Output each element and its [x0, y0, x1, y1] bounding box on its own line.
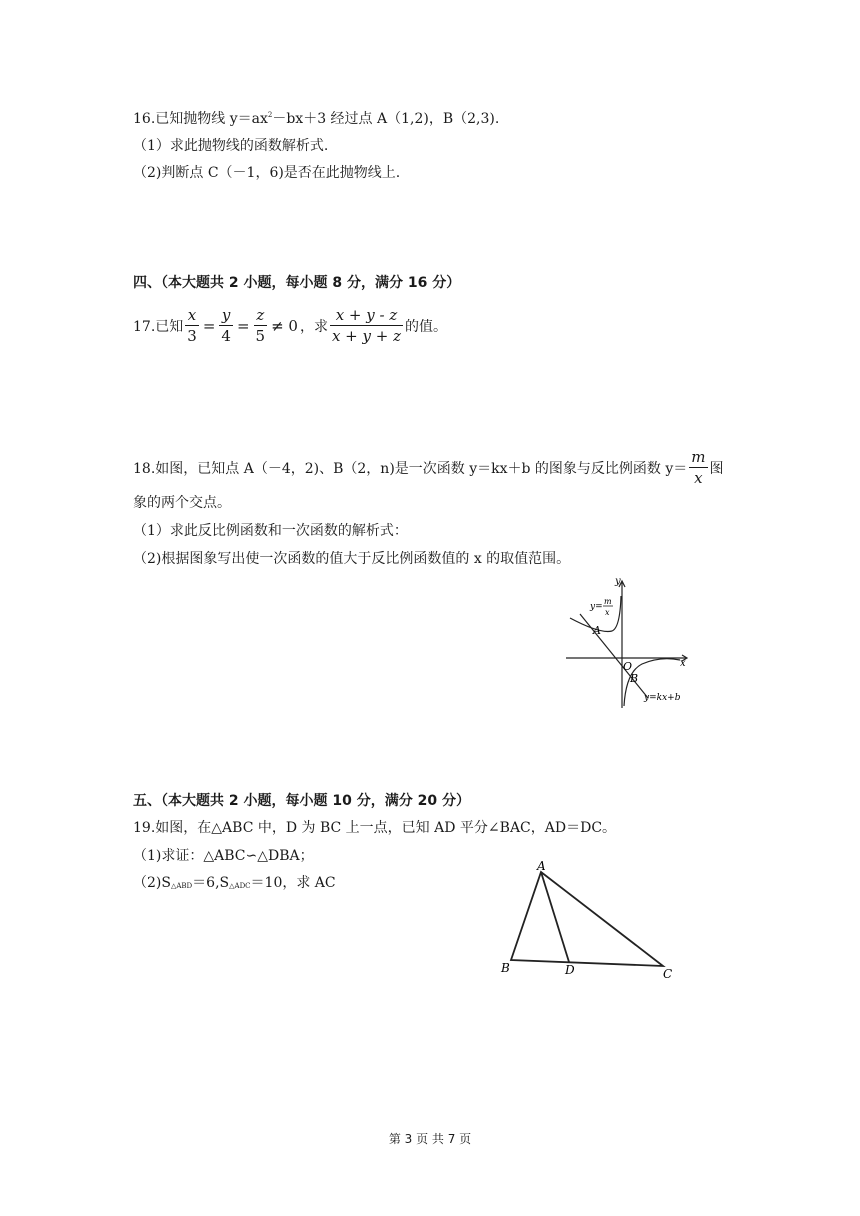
q16-part2: （2)判断点 C（－1，6)是否在此抛物线上.	[133, 165, 401, 181]
x-axis-label: x	[680, 658, 686, 669]
section-4-heading: 四、（本大题共 2 小题，每小题 8 分，满分 16 分）	[133, 275, 461, 291]
segment-ad	[541, 872, 569, 962]
q16-stem: 16.已知抛物线 $y=ax^2-bx+3$ 经过点 A（1,2)，B（2,3).	[133, 111, 500, 127]
q19-part2: （2)S△ABD＝6,S△ADC＝10，求 AC	[133, 875, 336, 891]
q18-function-graph	[560, 576, 700, 712]
y-axis-label: y	[615, 576, 621, 587]
triangle-abc	[511, 872, 663, 966]
hyperbola-label-num: m	[604, 597, 612, 606]
point-b-label: B	[630, 672, 639, 685]
vertex-a-label: A	[537, 859, 546, 873]
q19-triangle-figure	[495, 858, 685, 982]
hyperbola-label-den: x	[605, 608, 610, 617]
q16-part1: （1）求此抛物线的函数解析式.	[133, 138, 329, 154]
q19-stem: 19.如图，在△ABC 中，D 为 BC 上一点，已知 AD 平分∠BAC，AD＝DC。	[133, 820, 617, 836]
origin-label: O	[623, 660, 633, 673]
point-a-label: A	[593, 624, 601, 637]
q18-stem-line1: 18.如图，已知点 A（－4，2)、B（2，n)是一次函数 y＝kx＋b 的图象与反比例函数 y＝ $\frac{m}{x}$ 图	[133, 448, 724, 487]
q18-part2: （2)根据图象写出使一次函数的值大于反比例函数值的 x 的取值范围。	[133, 551, 571, 567]
q18-part1: （1）求此反比例函数和一次函数的解析式：	[133, 523, 408, 539]
q18-stem-line2: 象的两个交点。	[133, 495, 231, 511]
hyperbola-label-prefix: y=	[590, 602, 603, 612]
point-d-label: D	[565, 963, 575, 977]
vertex-c-label: C	[663, 967, 673, 981]
q19-part1: （1)求证：△ABC∽△DBA；	[133, 848, 314, 864]
fraction-y-4: $\frac{y}{4}$	[221, 306, 231, 345]
q17-stem: 17.已知 $\frac{x}{3}$ = $\frac{y}{4}$ = $\frac{z}{5}$ ≠ 0 ，求 $\frac{x + y - z}{x + y + z}$ 的值。	[133, 306, 447, 345]
section-5-heading: 五、（本大题共 2 小题，每小题 10 分，满分 20 分）	[133, 793, 470, 809]
line-label: y=kx+b	[644, 693, 681, 703]
vertex-b-label: B	[501, 961, 510, 975]
fraction-expression: $\frac{x + y - z}{x + y + z}$	[331, 306, 401, 345]
linear-function-line	[580, 614, 648, 698]
page-footer: 第 3 页 共 7 页	[388, 1132, 472, 1146]
fraction-m-x: $\frac{m}{x}$	[691, 448, 706, 487]
fraction-z-5: $\frac{z}{5}$	[255, 306, 266, 345]
fraction-x-3: $\frac{x}{3}$	[187, 306, 197, 345]
